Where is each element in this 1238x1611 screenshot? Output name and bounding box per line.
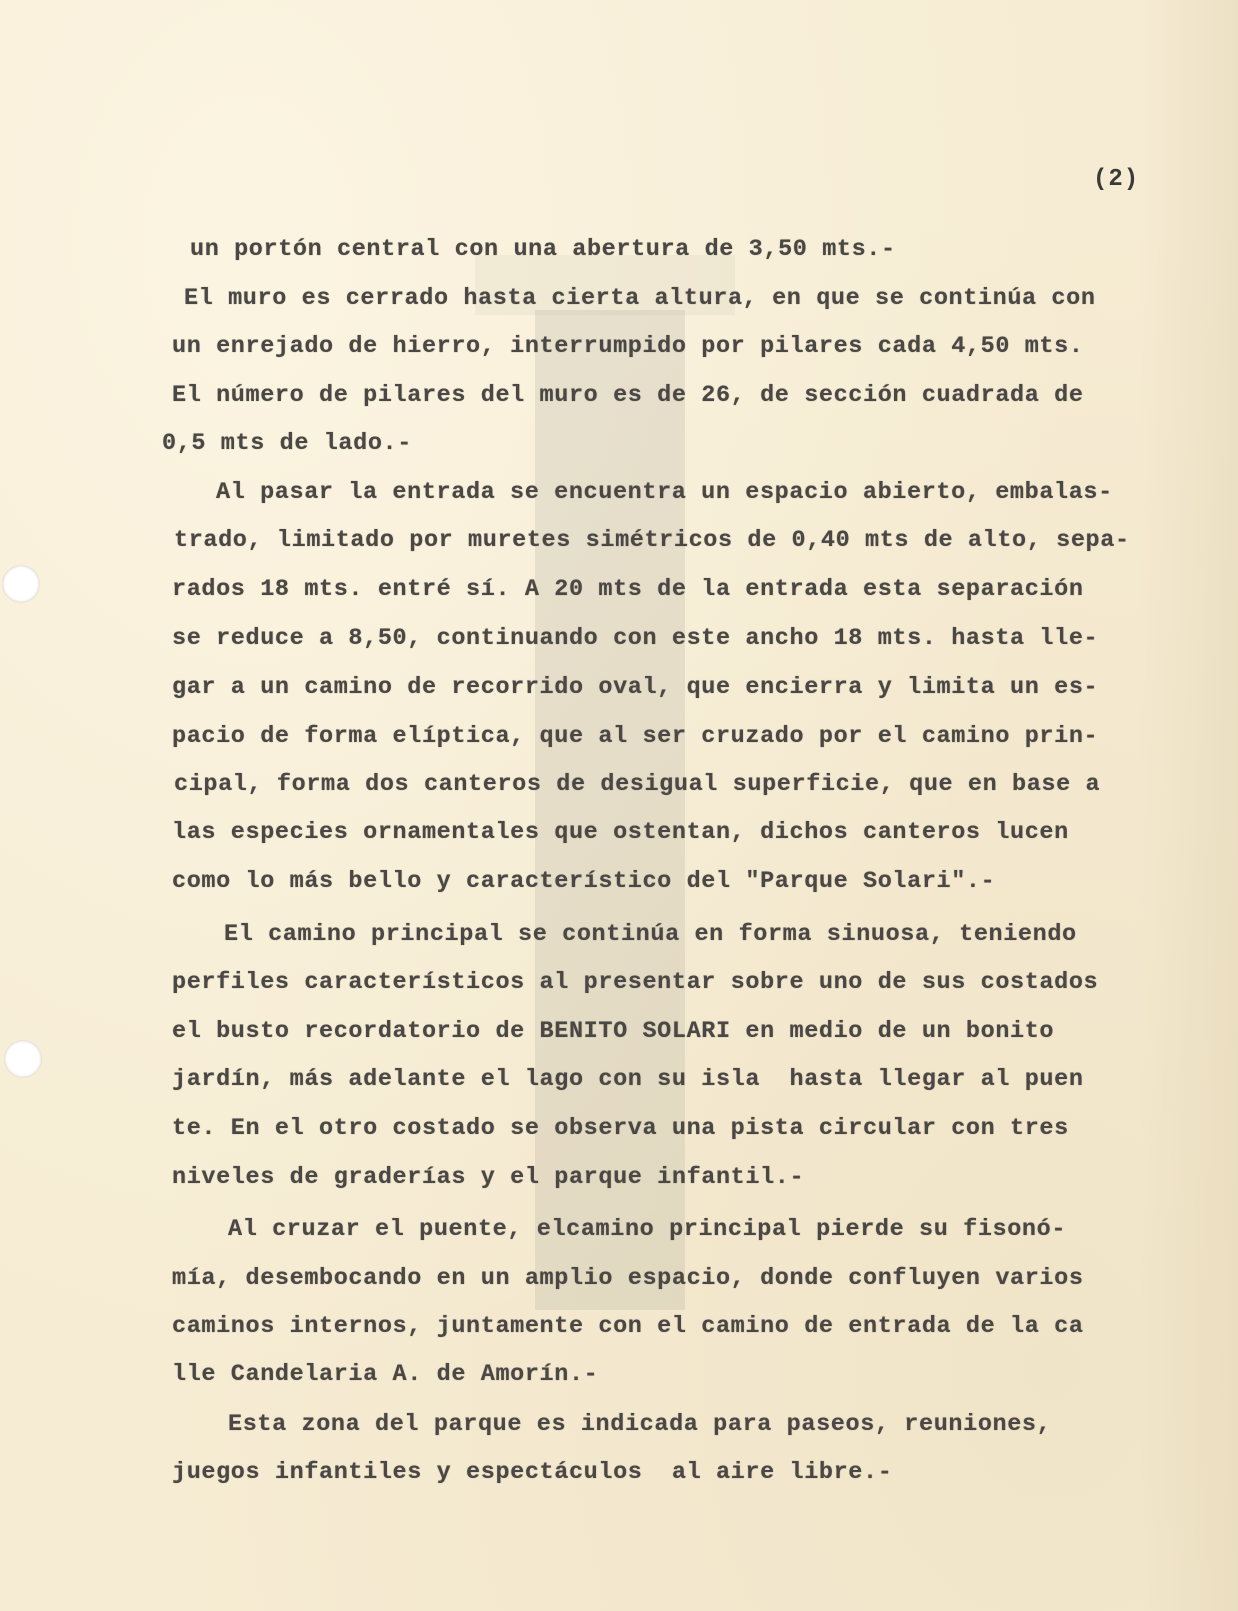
- text-line: trado, limitado por muretes simétricos de 0,40 mts de alto, sepa-: [174, 527, 1130, 554]
- text-line: El número de pilares del muro es de 26, de sección cuadrada de: [172, 382, 1084, 409]
- text-line: El muro es cerrado hasta cierta altura, en que se continúa con: [184, 285, 1096, 312]
- punch-hole: [4, 1040, 42, 1078]
- text-line: el busto recordatorio de BENITO SOLARI en medio de un bonito: [172, 1018, 1055, 1045]
- text-line: El camino principal se continúa en forma sinuosa, teniendo: [224, 921, 1077, 948]
- punch-hole: [2, 565, 40, 603]
- text-line: mía, desembocando en un amplio espacio, donde confluyen varios: [172, 1265, 1084, 1292]
- show-through-shadow: [535, 310, 685, 1310]
- text-line: rados 18 mts. entré sí. A 20 mts de la entrada esta separación: [172, 576, 1084, 603]
- text-line: Al pasar la entrada se encuentra un espacio abierto, embalas-: [216, 479, 1113, 506]
- text-line: como lo más bello y característico del "Parque Solari".-: [172, 868, 996, 895]
- text-line: se reduce a 8,50, continuando con este ancho 18 mts. hasta lle-: [172, 625, 1099, 652]
- text-line: un enrejado de hierro, interrumpido por pilares cada 4,50 mts.: [172, 333, 1084, 360]
- text-line: caminos internos, juntamente con el camino de entrada de la ca: [172, 1313, 1084, 1340]
- text-line: lle Candelaria A. de Amorín.-: [172, 1361, 599, 1388]
- text-line: Esta zona del parque es indicada para paseos, reuniones,: [228, 1411, 1052, 1438]
- text-line: un portón central con una abertura de 3,50 mts.-: [190, 236, 896, 263]
- text-line: Al cruzar el puente, elcamino principal pierde su fisonó-: [228, 1216, 1067, 1243]
- page-number: (2): [1093, 166, 1140, 193]
- text-line: te. En el otro costado se observa una pista circular con tres: [172, 1115, 1069, 1142]
- text-line: cipal, forma dos canteros de desigual superficie, que en base a: [174, 771, 1101, 798]
- text-line: perfiles característicos al presentar sobre uno de sus costados: [172, 969, 1099, 996]
- text-line: las especies ornamentales que ostentan, dichos canteros lucen: [172, 819, 1069, 846]
- text-line: gar a un camino de recorrido oval, que encierra y limita un es-: [172, 674, 1099, 701]
- text-line: juegos infantiles y espectáculos al aire libre.-: [172, 1459, 893, 1486]
- text-line: jardín, más adelante el lago con su isla hasta llegar al puen: [172, 1066, 1084, 1093]
- text-line: pacio de forma elíptica, que al ser cruzado por el camino prin-: [172, 723, 1099, 750]
- text-line: niveles de graderías y el parque infantil.-: [172, 1164, 805, 1191]
- text-line: 0,5 mts de lado.-: [162, 430, 412, 457]
